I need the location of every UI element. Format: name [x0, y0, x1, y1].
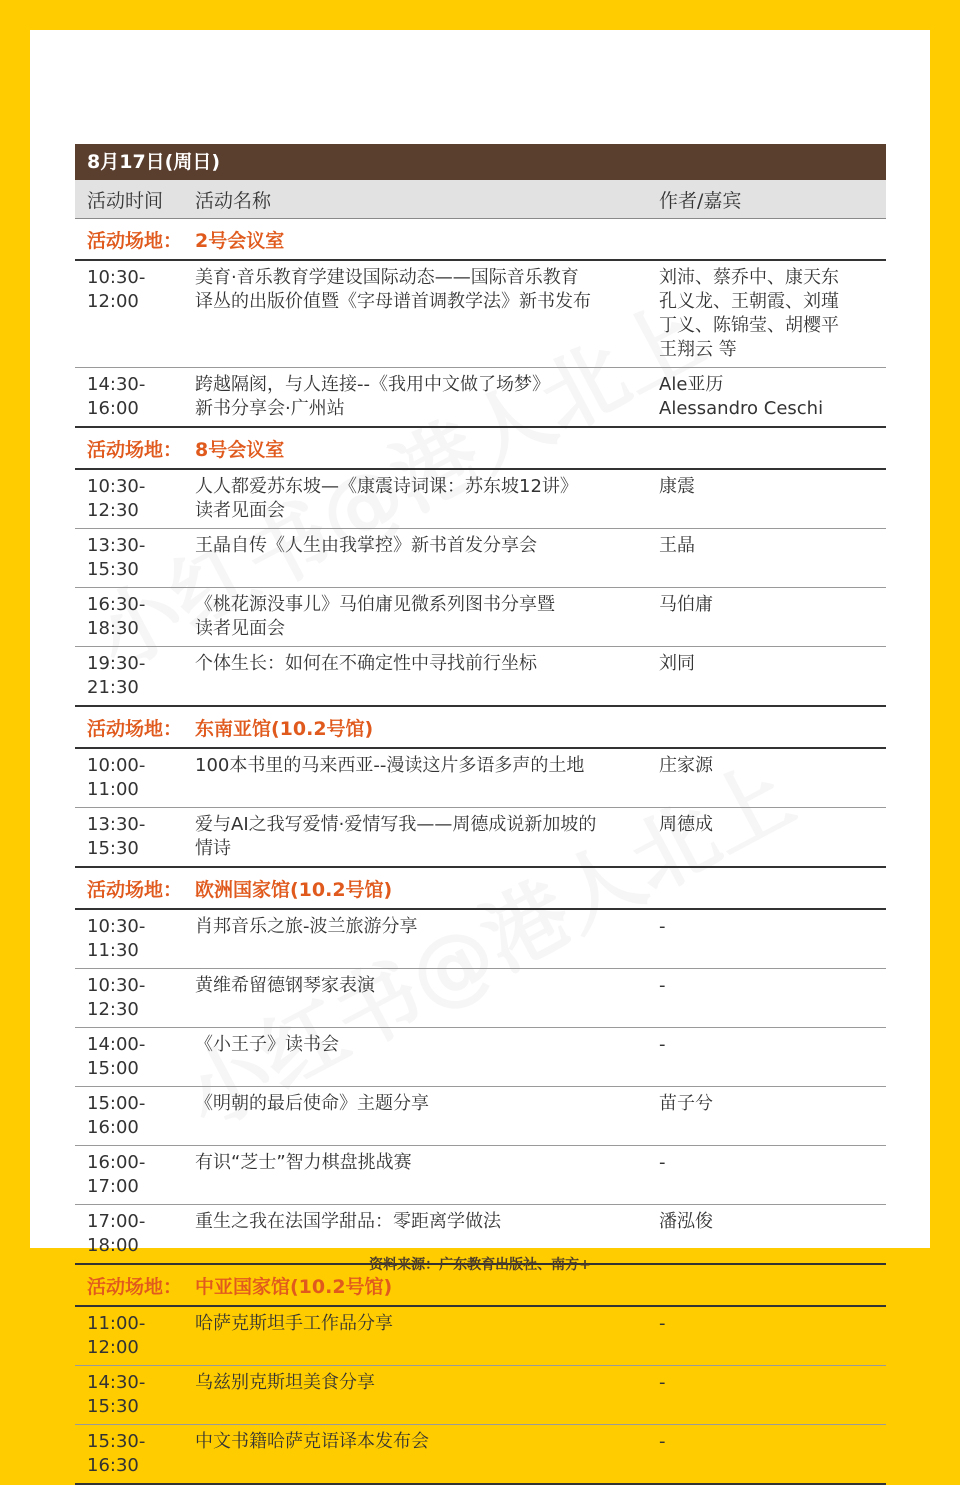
event-row [75, 1366, 886, 1425]
event-title [195, 974, 659, 998]
event-row [75, 588, 886, 647]
event-title-line: 王晶自传《人生由我掌控》新书首发分享会 [195, 535, 537, 556]
event-authors [659, 266, 886, 362]
event-time: 14:30-16:00 [87, 374, 146, 419]
event-author-line: - [659, 1431, 666, 1452]
event-authors [659, 974, 886, 998]
event-author-line: - [659, 1372, 666, 1393]
event-title [195, 754, 659, 778]
event-row [75, 529, 886, 588]
venue-name: 2号会议室 [195, 229, 285, 252]
event-title-line: 个体生长：如何在不确定性中寻找前行坐标 [195, 653, 537, 674]
event-title-line: 新书分享会·广州站 [195, 398, 345, 419]
venue-label: 活动场地： [87, 717, 183, 740]
date-header: 8月17日(周日) [75, 144, 886, 180]
event-authors [659, 1371, 886, 1395]
event-title [195, 266, 659, 314]
venue-name: 东南亚馆(10.2号馆) [195, 717, 374, 740]
event-time: 15:00-16:00 [87, 1093, 146, 1138]
event-author-line: Alessandro Ceschi [659, 398, 824, 419]
event-title [195, 593, 659, 641]
event-time: 10:00-11:00 [87, 755, 146, 800]
event-title [195, 1033, 659, 1057]
event-time: 13:30-15:30 [87, 814, 146, 859]
event-time: 13:30-15:30 [87, 535, 146, 580]
event-title-line: 乌兹别克斯坦美食分享 [195, 1372, 375, 1393]
event-title [195, 1430, 659, 1454]
event-title-line: 读者见面会 [195, 500, 285, 521]
venue-label: 活动场地： [87, 438, 183, 461]
event-row [75, 1425, 886, 1485]
event-title-line: 哈萨克斯坦手工作品分享 [195, 1313, 393, 1334]
event-time: 10:30-12:30 [87, 975, 146, 1020]
event-title [195, 1151, 659, 1175]
event-authors [659, 1151, 886, 1175]
event-time: 11:00-12:00 [87, 1313, 146, 1358]
event-title-line: 中文书籍哈萨克语译本发布会 [195, 1431, 429, 1452]
column-header-name: 活动名称 [195, 189, 272, 212]
event-title-line: 重生之我在法国学甜品：零距离学做法 [195, 1211, 501, 1232]
event-authors [659, 373, 886, 421]
column-header-row [75, 180, 886, 219]
event-author-line: 丁义、陈锦莹、胡樱平 [659, 315, 839, 336]
event-title-line: 100本书里的马来西亚--漫读这片多语多声的土地 [195, 755, 585, 776]
event-title-line: 译丛的出版价值暨《字母谱首调教学法》新书发布 [195, 291, 591, 312]
event-authors [659, 813, 886, 837]
event-row [75, 969, 886, 1028]
event-author-line: 周德成 [659, 814, 713, 835]
event-authors [659, 1210, 886, 1234]
schedule-body [75, 219, 886, 1485]
event-author-line: - [659, 1313, 666, 1334]
event-title [195, 915, 659, 939]
event-title-line: 肖邦音乐之旅-波兰旅游分享 [195, 916, 418, 937]
column-header-time: 活动时间 [87, 189, 164, 212]
event-row [75, 647, 886, 707]
event-title-line: 读者见面会 [195, 618, 285, 639]
event-row [75, 1307, 886, 1366]
event-title [195, 1312, 659, 1336]
event-time: 10:30-12:00 [87, 267, 146, 312]
venue-label: 活动场地： [87, 229, 183, 252]
event-title-line: 人人都爱苏东坡—《康震诗词课：苏东坡12讲》 [195, 476, 578, 497]
event-author-line: 王晶 [659, 535, 695, 556]
schedule-table [75, 144, 886, 1485]
venue-row [75, 428, 886, 470]
event-title [195, 652, 659, 676]
column-header-author: 作者/嘉宾 [659, 189, 742, 212]
event-author-line: 苗子兮 [659, 1093, 713, 1114]
event-row [75, 808, 886, 868]
event-row [75, 261, 886, 368]
event-row [75, 1028, 886, 1087]
event-title [195, 475, 659, 523]
venue-name: 中亚国家馆(10.2号馆) [195, 1275, 393, 1298]
event-title-line: 爱与AI之我写爱情·爱情写我——周德成说新加坡的 [195, 814, 597, 835]
event-author-line: 刘同 [659, 653, 695, 674]
event-row [75, 470, 886, 529]
event-authors [659, 754, 886, 778]
event-time: 17:00-18:00 [87, 1211, 146, 1256]
event-time: 14:30-15:30 [87, 1372, 146, 1417]
event-title-line: 《明朝的最后使命》主题分享 [195, 1093, 429, 1114]
event-time: 16:00-17:00 [87, 1152, 146, 1197]
event-author-line: 孔义龙、王朝霞、刘瑾 [659, 291, 839, 312]
event-title [195, 1210, 659, 1234]
venue-row [75, 707, 886, 749]
event-authors [659, 534, 886, 558]
venue-name: 欧洲国家馆(10.2号馆) [195, 878, 393, 901]
event-author-line: 庄家源 [659, 755, 713, 776]
event-authors [659, 1312, 886, 1336]
venue-row [75, 868, 886, 910]
event-author-line: - [659, 975, 666, 996]
event-title [195, 1371, 659, 1395]
event-time: 16:30-18:30 [87, 594, 146, 639]
event-time: 15:30-16:30 [87, 1431, 146, 1476]
event-title-line: 《小王子》读书会 [195, 1034, 339, 1055]
event-author-line: 康震 [659, 476, 695, 497]
event-title-line: 美育·音乐教育学建设国际动态——国际音乐教育 [195, 267, 579, 288]
venue-label: 活动场地： [87, 1275, 183, 1298]
event-authors [659, 593, 886, 617]
event-author-line: - [659, 916, 666, 937]
event-author-line: 潘泓俊 [659, 1211, 713, 1232]
event-time: 19:30-21:30 [87, 653, 146, 698]
venue-name: 8号会议室 [195, 438, 285, 461]
event-row [75, 368, 886, 428]
event-authors [659, 1430, 886, 1454]
event-authors [659, 915, 886, 939]
event-author-line: Ale亚历 [659, 374, 724, 395]
event-row [75, 910, 886, 969]
event-time: 10:30-11:30 [87, 916, 146, 961]
event-title-line: 情诗 [195, 838, 231, 859]
event-row [75, 749, 886, 808]
event-title-line: 有识“芝士”智力棋盘挑战赛 [195, 1152, 412, 1173]
event-authors [659, 652, 886, 676]
event-authors [659, 475, 886, 499]
event-title-line: 跨越隔阂，与人连接--《我用中文做了场梦》 [195, 374, 550, 395]
event-author-line: - [659, 1034, 666, 1055]
event-title [195, 1092, 659, 1116]
event-time: 14:00-15:00 [87, 1034, 146, 1079]
event-title [195, 813, 659, 861]
event-title [195, 373, 659, 421]
event-row [75, 1087, 886, 1146]
event-author-line: 王翔云 等 [659, 339, 737, 360]
event-author-line: 刘沛、蔡乔中、康天东 [659, 267, 839, 288]
venue-row [75, 219, 886, 261]
event-time: 10:30-12:30 [87, 476, 146, 521]
event-row [75, 1146, 886, 1205]
event-author-line: - [659, 1152, 666, 1173]
event-author-line: 马伯庸 [659, 594, 713, 615]
source-footer: 资料来源：广东教育出版社、南方+ [369, 1257, 591, 1273]
event-authors [659, 1033, 886, 1057]
event-title [195, 534, 659, 558]
event-title-line: 黄维希留德钢琴家表演 [195, 975, 375, 996]
venue-label: 活动场地： [87, 878, 183, 901]
event-title-line: 《桃花源没事儿》马伯庸见微系列图书分享暨 [195, 594, 555, 615]
event-authors [659, 1092, 886, 1116]
